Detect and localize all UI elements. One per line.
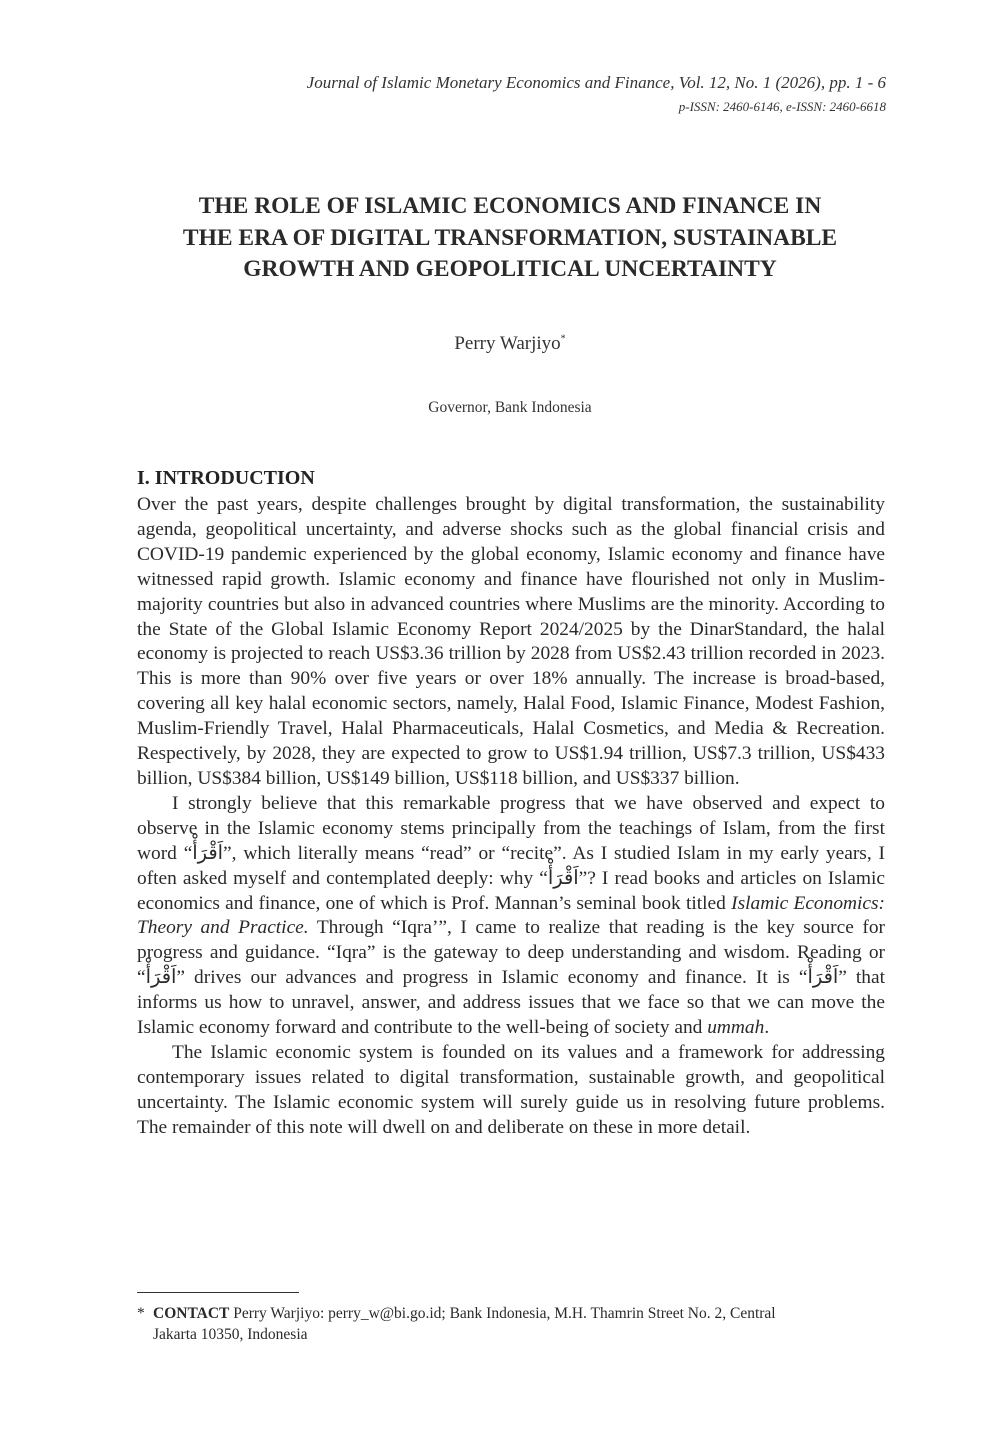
author-name: Perry Warjiyo (454, 333, 561, 354)
paragraph-2 (137, 792, 885, 1041)
footnote-divider (137, 1292, 299, 1293)
paragraph-2-part-a: I strongly believe that this remarkable progress that we have observed and expect to observe in the Islamic economy stems principally from the teachings of Islam, from the first word “اَقْرَأْ”, which literally means “read” or “recite”. As I studied Islam in my early years, I often asked myself and contemplated deeply: why “اَقْرَأْ”? I read books and articles on Islamic economics and finance, one of which is Prof. Mannan’s seminal book titled (137, 792, 885, 914)
footnote-text-1: Perry Warjiyo: perry_w@bi.go.id; Bank Indonesia, M.H. Thamrin Street No. 2, Central (229, 1305, 776, 1322)
paper-title (120, 191, 900, 286)
title-line-2: THE ERA OF DIGITAL TRANSFORMATION, SUSTAINABLE (182, 224, 838, 251)
title-line-3: GROWTH AND GEOPOLITICAL UNCERTAINTY (243, 256, 777, 282)
ummah-term: ummah (707, 1017, 765, 1039)
section-heading: I. INTRODUCTION (137, 467, 315, 489)
footnote-label: CONTACT (153, 1305, 230, 1322)
paragraph-3: The Islamic economic system is founded on its values and a framework for addressing contemporary issues related to digital transformation, sustainable growth, and geopolitical uncertainty. The Islamic economic system will surely guide us in resolving future problems. The remainder of this note will dwell on and deliberate on these in more detail. (137, 1041, 885, 1138)
footnote-text-2: Jakarta 10350, Indonesia (153, 1326, 308, 1343)
journal-citation: Journal of Islamic Monetary Economics and Finance, Vol. 12, No. 1 (2026), pp. 1 - 6 (306, 73, 886, 92)
paragraph-1: Over the past years, despite challenges brought by digital transformation, the sustainability agenda, geopolitical uncertainty, and adverse shocks such as the global financial crisis and COVID-19 pandemic experienced by the global economy, Islamic economy and finance have witnessed rapid growth. Islamic economy and finance have flourished not only in Muslim-majority countries but also in advanced countries where Muslims are the minority. According to the State of the Global Islamic Economy Report 2024/2025 by the DinarStandard, the halal economy is projected to reach US$3.36 trillion by 2028 from US$2.43 trillion recorded in 2023. This is more than 90% over five years or over 18% annually. The increase is broad-based, covering all key halal economic sectors, namely, Halal Food, Islamic Finance, Modest Fashion, Muslim-Friendly Travel, Halal Pharmaceuticals, Halal Cosmetics, and Media & Recreation. Respectively, by 2028, they are expected to grow to US$1.94 trillion, US$7.3 trillion, US$433 billion, US$384 billion, US$149 billion, US$118 billion, and US$337 billion. (137, 494, 885, 789)
paragraph-2-end: . (764, 1017, 770, 1039)
book-title: Islamic Economics: Theory and Practice. (137, 892, 886, 939)
footnote (137, 1303, 885, 1345)
issn-line: p-ISSN: 2460-6146, e-ISSN: 2460-6618 (678, 99, 886, 114)
footnote-mark: * (137, 1305, 145, 1322)
section-body (137, 493, 885, 1141)
author-affiliation: Governor, Bank Indonesia (428, 399, 592, 416)
title-line-1: THE ROLE OF ISLAMIC ECONOMICS AND FINANCE IN (198, 193, 822, 219)
author (0, 333, 1004, 355)
author-footnote-mark: * (560, 333, 566, 345)
paragraph-2-part-b: Through “Iqra’”, I came to realize that reading is the key source for progress and guidance. “Iqra” is the gateway to deep understanding and wisdom. Reading or “اَقْرَأْ” drives our advances and progress in Islamic economy and finance. It is “اَقْرَأْ” that informs us how to unravel, answer, and address issues that we face so that we can move the Islamic economy forward and contribute to the well-being of society and (137, 917, 885, 1039)
